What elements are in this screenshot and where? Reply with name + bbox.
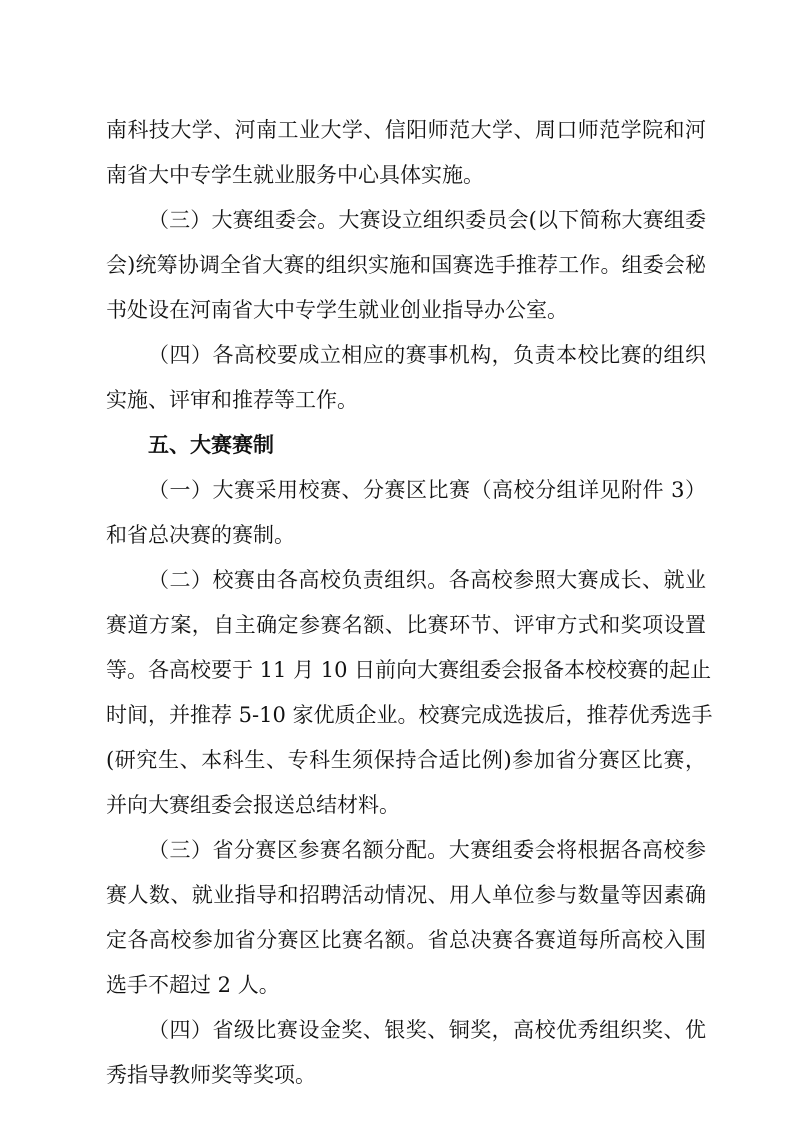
text-line: (研究生、本科生、专科生须保持合适比例)参加省分赛区比赛， — [106, 748, 706, 772]
text-line: 和省总决赛的赛制。 — [106, 523, 295, 547]
text-line: 定各高校参加省分赛区比赛名额。省总决赛各赛道每所高校入围 — [106, 928, 706, 952]
text-line: 书处设在河南省大中专学生就业创业指导办公室。 — [106, 298, 568, 322]
text-line: （三）省分赛区参赛名额分配。大赛组委会将根据各高校参 — [148, 838, 706, 862]
text-line: 时间，并推荐 5-10 家优质企业。校赛完成选拔后，推荐优秀选手 — [106, 703, 713, 727]
text-line: 南科技大学、河南工业大学、信阳师范大学、周口师范学院和河 — [106, 118, 706, 142]
text-line: 秀指导教师奖等奖项。 — [106, 1063, 316, 1087]
text-line: （四）各高校要成立相应的赛事机构，负责本校比赛的组织 — [148, 343, 706, 367]
text-line: （三）大赛组委会。大赛设立组织委员会(以下简称大赛组委 — [148, 208, 706, 232]
text-line: 选手不超过 2 人。 — [106, 973, 280, 997]
text-line: 南省大中专学生就业服务中心具体实施。 — [106, 163, 484, 187]
text-line: （四）省级比赛设金奖、银奖、铜奖，高校优秀组织奖、优 — [148, 1018, 706, 1042]
text-line: （二）校赛由各高校负责组织。各高校参照大赛成长、就业 — [148, 568, 706, 592]
text-line: 实施、评审和推荐等工作。 — [106, 388, 358, 412]
text-line: 赛道方案，自主确定参赛名额、比赛环节、评审方式和奖项设置 — [106, 613, 706, 637]
text-line: 会)统筹协调全省大赛的组织实施和国赛选手推荐工作。组委会秘 — [106, 253, 706, 277]
text-line: （一）大赛采用校赛、分赛区比赛（高校分组详见附件 3） — [148, 478, 706, 502]
text-line: 赛人数、就业指导和招聘活动情况、用人单位参与数量等因素确 — [106, 883, 706, 907]
text-line: 等。各高校要于 11 月 10 日前向大赛组委会报备本校校赛的起止 — [106, 658, 712, 682]
text-line: 并向大赛组委会报送总结材料。 — [106, 793, 400, 817]
section-heading: 五、大赛赛制 — [148, 433, 274, 457]
